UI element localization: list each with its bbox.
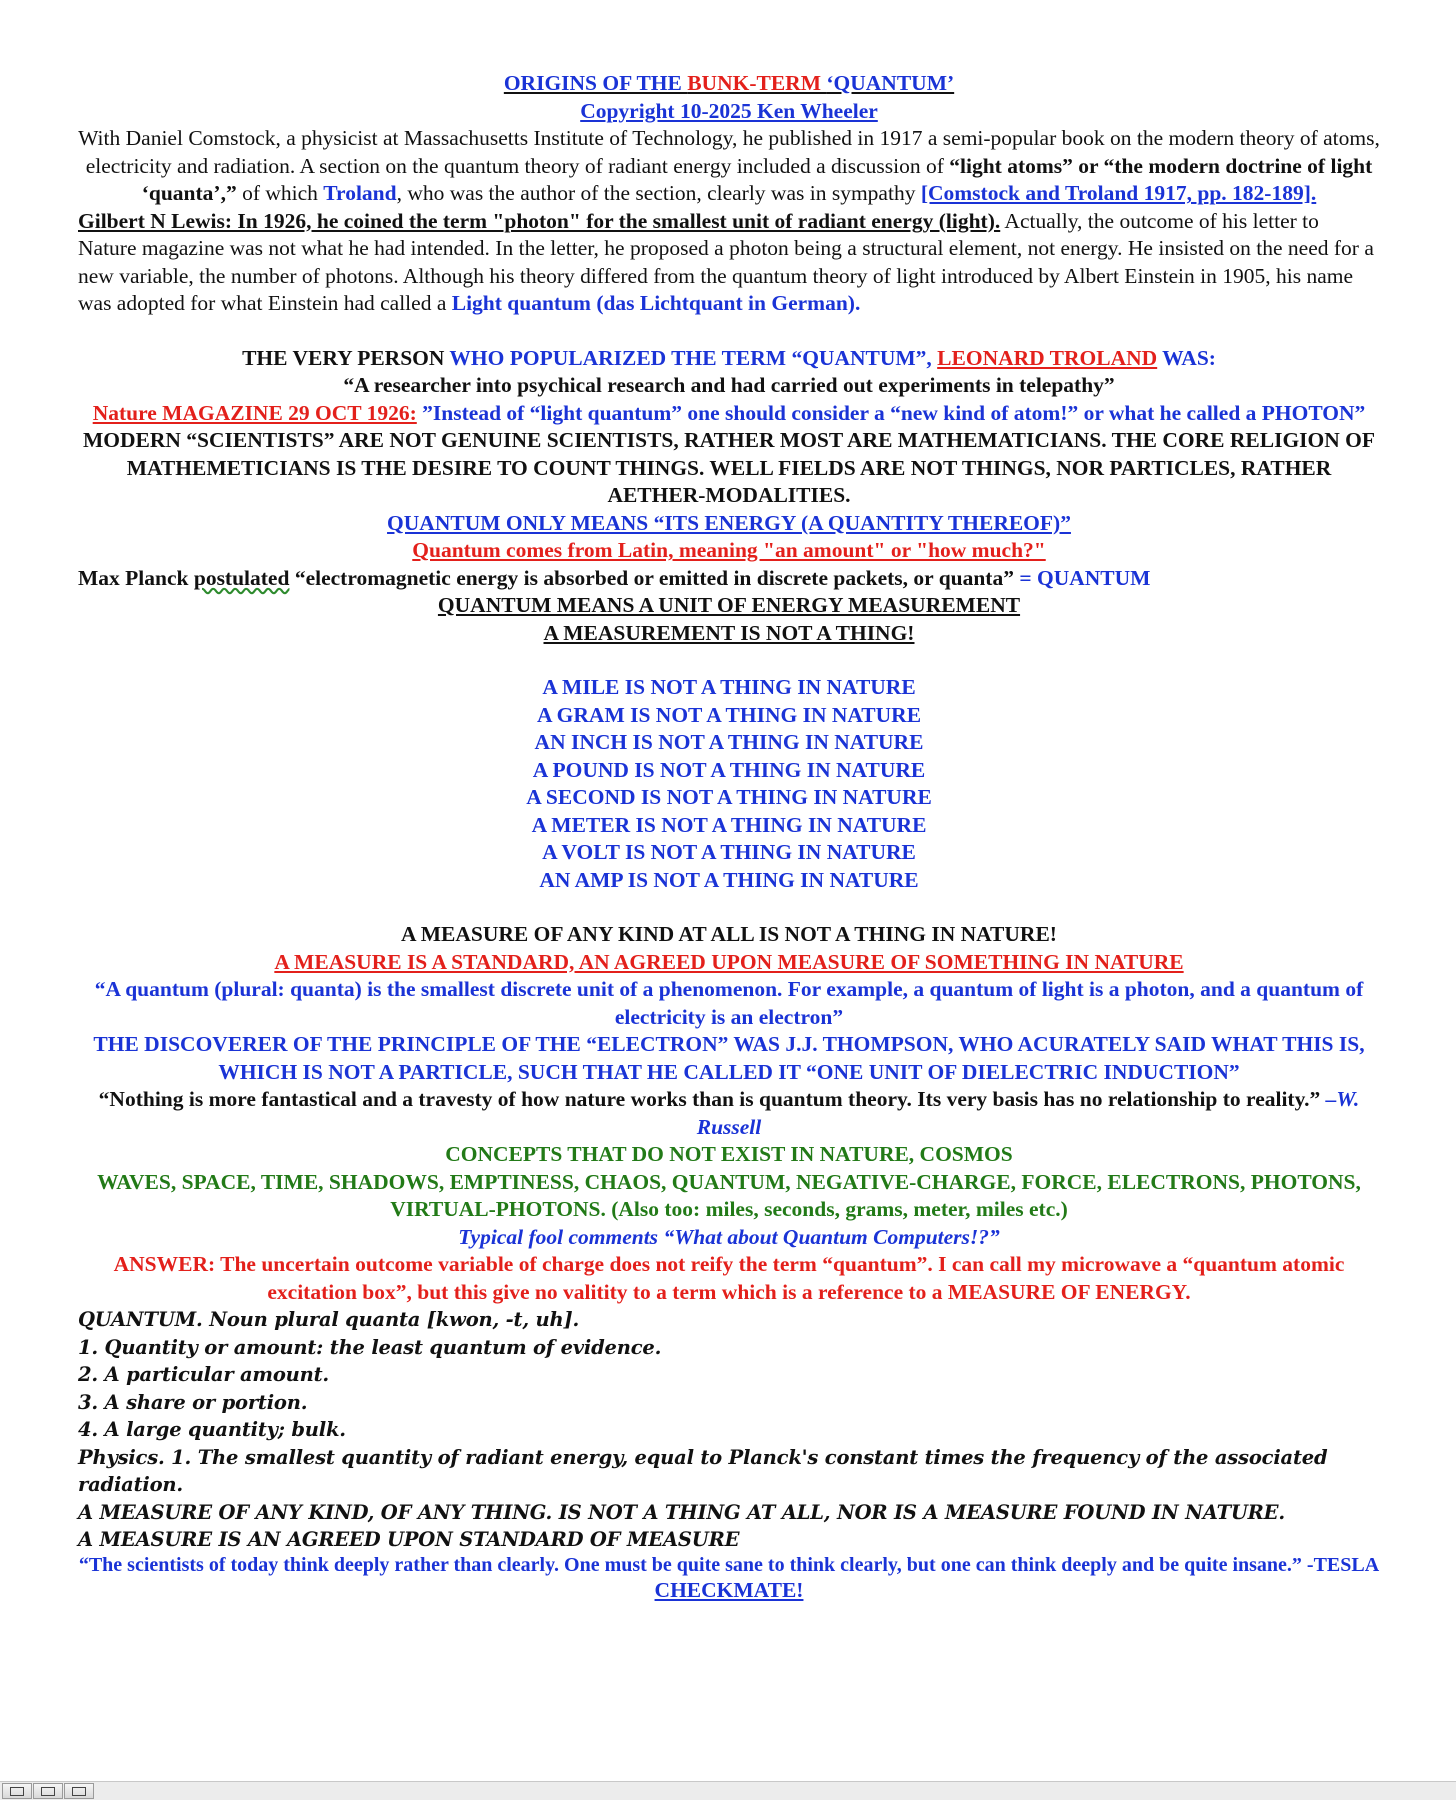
tesla-quote: “The scientists of today think deeply rather than clearly. One must be quite sane to think clearly, but one can think deeply and be quite insane.” -TESLA bbox=[78, 1553, 1380, 1576]
answer-text: ANSWER: The uncertain outcome variable of charge does not reify the term “quantum”. I can call my microwave a “quantum atomic excitation box”, but this give no valitity to a term which is a reference to a MEASURE OF ENERGY. bbox=[113, 1252, 1345, 1304]
measure-any-kind: A MEASURE OF ANY KIND AT ALL IS NOT A THING IN NATURE! bbox=[401, 922, 1057, 946]
thompson-text: THE DISCOVERER OF THE PRINCIPLE OF THE “ELECTRON” WAS J.J. THOMPSON, WHO ACURATELY SAID WHAT THIS IS, WHICH IS NOT A PARTICLE, SUCH THAT HE CALLED IT “ONE UNIT OF DIELECTRIC INDUCTION” bbox=[93, 1032, 1365, 1084]
concepts-heading: CONCEPTS THAT DO NOT EXIST IN NATURE, COSMOS bbox=[445, 1142, 1013, 1166]
normal-view-button[interactable] bbox=[2, 1783, 32, 1799]
units-list bbox=[78, 674, 1380, 894]
list-item: A GRAM IS NOT A THING IN NATURE bbox=[536, 702, 922, 727]
russell-quote: “Nothing is more fantastical and a travesty of how nature works than is quantum theory. Its very basis has no relationship to reality.” –W. Russell bbox=[98, 1087, 1360, 1139]
list-item: QUANTUM. Noun plural quanta [kwon, -t, uh]. bbox=[78, 1308, 580, 1331]
modern-scientists-text: MODERN “SCIENTISTS” ARE NOT GENUINE SCIENTISTS, RATHER MOST ARE MATHEMATICIANS. THE CORE RELIGION OF MATHEMETICIANS IS THE DESIRE TO COUNT THINGS. WELL FIELDS ARE NOT THINGS, NOR PARTICLES, RATHER AETHER-MODALITIES. bbox=[82, 428, 1376, 507]
list-item: 2. A particular amount. bbox=[78, 1363, 330, 1386]
measure-standard: A MEASURE IS A STANDARD, AN AGREED UPON MEASURE OF SOMETHING IN NATURE bbox=[274, 949, 1184, 974]
copyright-line: Copyright 10-2025 Ken Wheeler bbox=[580, 98, 878, 123]
latin-origin-line: Quantum comes from Latin, meaning "an amount" or "how much?" bbox=[412, 538, 1046, 562]
lewis-paragraph: Gilbert N Lewis: In 1926, he coined the term "photon" for the smallest unit of radiant energy (light). Actually, the outcome of his letter to Nature magazine was not what he had intended. In the letter, he proposed a photon being a structural element, not energy. He insisted on the need for a new variable, the number of photons. Although his theory differed from the quantum theory of light introduced by Albert Einstein in 1905, his name was adopted for what Einstein had called a Light quantum (das Lichtquant in German). bbox=[78, 208, 1374, 315]
measurement-not-thing: A MEASUREMENT IS NOT A THING! bbox=[543, 620, 915, 645]
document-page bbox=[78, 70, 1380, 1604]
view-toolbar bbox=[0, 1781, 1456, 1800]
list-item: AN AMP IS NOT A THING IN NATURE bbox=[539, 867, 919, 892]
typical-comment: Typical fool comments “What about Quantum Computers!?” bbox=[458, 1224, 1000, 1249]
print-layout-icon bbox=[72, 1787, 86, 1796]
document-title: ORIGINS OF THE BUNK-TERM ‘QUANTUM’ bbox=[503, 71, 955, 95]
troland-quote: “A researcher into psychical research and had carried out experiments in telepathy” bbox=[343, 373, 1115, 397]
concepts-list: WAVES, SPACE, TIME, SHADOWS, EMPTINESS, CHAOS, QUANTUM, NEGATIVE-CHARGE, FORCE, ELECTRONS, PHOTONS, VIRTUAL-PHOTONS. (Also too: miles, seconds, grams, meter, miles etc.) bbox=[97, 1169, 1361, 1221]
list-item: 4. A large quantity; bulk. bbox=[78, 1418, 346, 1441]
list-item: 3. A share or portion. bbox=[78, 1390, 308, 1414]
web-layout-icon bbox=[41, 1787, 55, 1796]
list-item: A MEASURE IS AN AGREED UPON STANDARD OF MEASURE bbox=[78, 1528, 740, 1551]
checkmate-link[interactable]: CHECKMATE! bbox=[654, 1577, 804, 1602]
web-layout-button[interactable] bbox=[33, 1783, 63, 1799]
planck-line: Max Planck postulated “electromagnetic energy is absorbed or emitted in discrete packets, or quanta” = QUANTUM bbox=[78, 565, 1151, 590]
citation-link[interactable]: [Comstock and Troland 1917, pp. 182-189]. bbox=[920, 181, 1317, 205]
list-item: A MEASURE OF ANY KIND, OF ANY THING. IS NOT A THING AT ALL, NOR IS A MEASURE FOUND IN NATURE. bbox=[78, 1500, 1285, 1524]
quantum-definition-quote: “A quantum (plural: quanta) is the smallest discrete unit of a phenomenon. For example, a quantum of light is a photon, and a quantum of electricity is an electron” bbox=[94, 977, 1364, 1029]
comstock-paragraph: With Daniel Comstock, a physicist at Massachusetts Institute of Technology, he published in 1917 a semi-popular book on the modern theory of atoms, electricity and radiation. A section on the quantum theory of radiant energy included a discussion of “light atoms” or “the modern doctrine of light ‘quanta’,” of which Troland, who was the author of the section, clearly was in sympathy [Comstock and Troland 1917, pp. 182-189]. bbox=[78, 126, 1380, 205]
list-item: A POUND IS NOT A THING IN NATURE bbox=[532, 757, 926, 782]
print-layout-button[interactable] bbox=[64, 1783, 94, 1799]
list-item: A SECOND IS NOT A THING IN NATURE bbox=[526, 785, 932, 809]
troland-heading: THE VERY PERSON WHO POPULARIZED THE TERM “QUANTUM”, LEONARD TROLAND WAS: bbox=[242, 345, 1216, 370]
list-item: 1. Quantity or amount: the least quantum of evidence. bbox=[78, 1335, 662, 1359]
normal-view-icon bbox=[10, 1787, 24, 1796]
quantum-means-line: QUANTUM ONLY MEANS “ITS ENERGY (A QUANTITY THEREOF)” bbox=[387, 510, 1071, 535]
unit-of-energy-line: QUANTUM MEANS A UNIT OF ENERGY MEASUREMENT bbox=[437, 593, 1021, 617]
nature-quote: Nature MAGAZINE 29 OCT 1926: ”Instead of “light quantum” one should consider a “new kind of atom!” or what he called a PHOTON” bbox=[92, 400, 1366, 425]
list-item: AN INCH IS NOT A THING IN NATURE bbox=[534, 730, 924, 754]
list-item: Physics. 1. The smallest quantity of radiant energy, equal to Planck's constant times the frequency of the associated radiation. bbox=[78, 1445, 1328, 1496]
list-item: A VOLT IS NOT A THING IN NATURE bbox=[542, 840, 916, 864]
list-item: A METER IS NOT A THING IN NATURE bbox=[531, 812, 927, 837]
list-item: A MILE IS NOT A THING IN NATURE bbox=[542, 675, 916, 699]
dictionary-definition bbox=[78, 1306, 1380, 1554]
